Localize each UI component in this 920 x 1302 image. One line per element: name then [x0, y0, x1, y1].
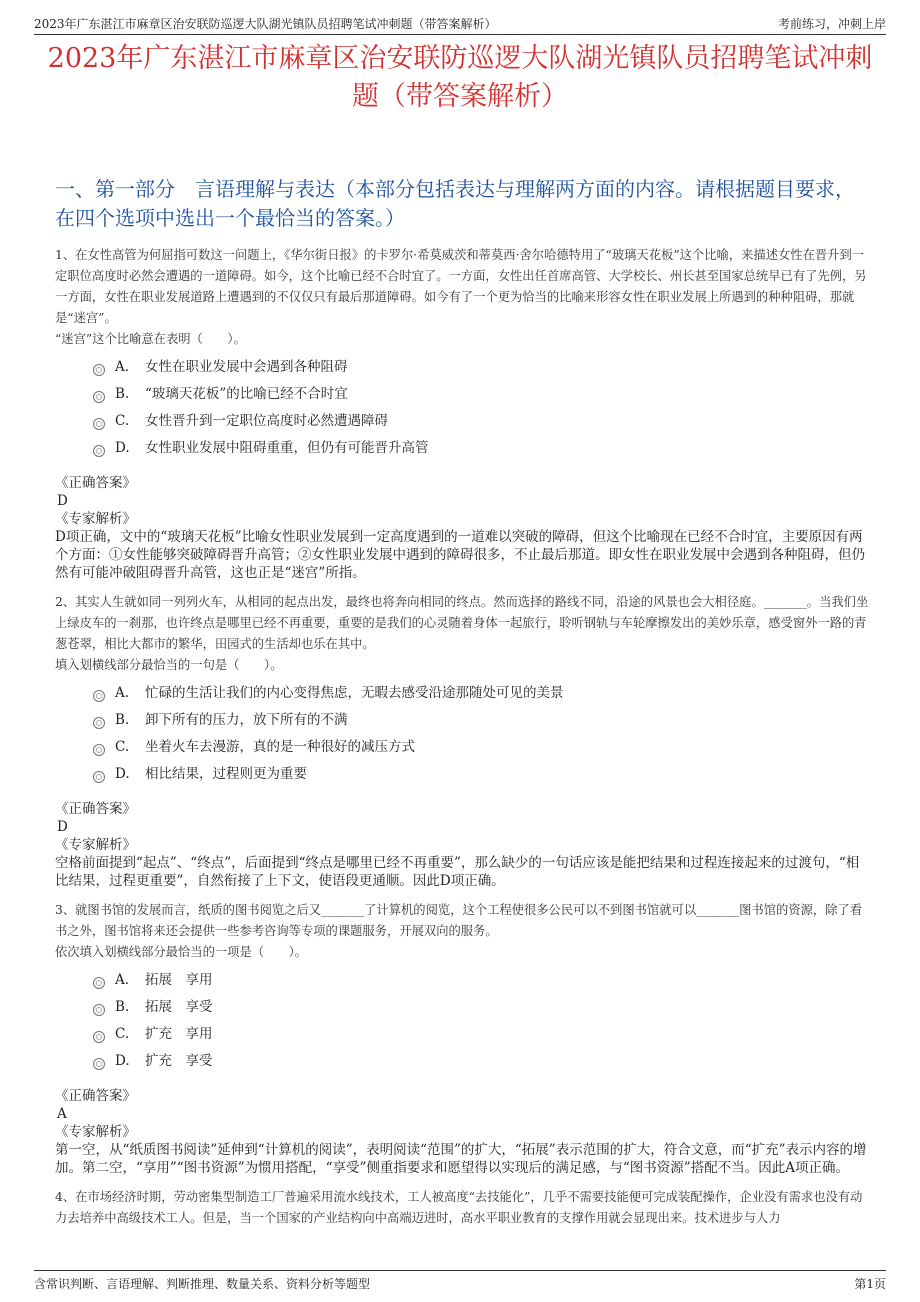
option-text: 女性职业发展中阻碍重重，但仍有可能晋升高管 — [145, 440, 429, 456]
page-number: 第1页 — [854, 1276, 886, 1291]
radio-icon[interactable] — [93, 744, 105, 756]
question-stem: 1、在女性高管为何屈指可数这一问题上，《华尔街日报》的卡罗尔·希莫威茨和蒂莫西·舍尔哈德特用了“玻璃天花板”这个比喻，来描述女性在晋升到一定职位高度时必然会遭遇的一道障碍。如今，这个比喻已经不合时宜了。一方面，女性出任首席高管、大学校长、州长甚至国家总统早已有了先例，另一方面，女性在职业发展道路上遭遇到的不仅仅只有最后那道障碍。如今有了一个更为恰当的比喻来形容女性在职业发展上所遇到的种种阻碍，那就是“迷宫”。 — [55, 248, 867, 325]
radio-icon[interactable] — [93, 1031, 105, 1043]
option-text: 忙碌的生活让我们的内心变得焦虑，无暇去感受沿途那随处可见的美景 — [145, 685, 564, 701]
option-key: C. — [115, 739, 130, 755]
header-slogan: 考前练习，冲刺上岸 — [777, 17, 886, 31]
option-text: 拓展 享用 — [145, 972, 213, 988]
option-list — [93, 354, 870, 462]
option-key: D. — [115, 440, 130, 456]
option-text: 女性晋升到一定职位高度时必然遭遇障碍 — [145, 413, 388, 429]
question-stem: 3、就图书馆的发展而言，纸质的图书阅览之后又_______了计算机的阅览，这个工程使很多公民可以不到图书馆就可以_______图书馆的资源，除了看书之外，图书馆将来还会提供一些参考咨询等专项的课题服务，开展双向的服务。 — [55, 903, 863, 938]
question-stem: 2、其实人生就如同一列列火车，从相同的起点出发，最终也将奔向相同的终点。然而选择的路线不同，沿途的风景也会大相径庭。_______。当我们坐上绿皮车的一刹那，也许终点是哪里已经不再重要，重要的是我们的心灵随着身体一起旅行，聆听钢轨与车轮摩擦发出的美妙乐章，感受窗外一路的青葱苍翠，相比大都市的繁华，田园式的生活却也乐在其中。 — [55, 595, 869, 651]
option-key: D. — [115, 1053, 130, 1069]
question-list — [55, 245, 870, 1229]
question-4-stem: 4、在市场经济时期，劳动密集型制造工厂普遍采用流水线技术，工人被高度“去技能化”，几乎不需要技能便可完成装配操作，企业没有需求也没有动力去培养中高级技术工人。但是，当一个国家的产业结构向中高端迈进时，高水平职业教育的支撑作用就会显现出来。技术进步与人力 — [55, 1190, 863, 1225]
footer-description: 含常识判断、言语理解、判断推理、数量关系、资料分析等题型 — [34, 1276, 371, 1291]
analysis-label: 《专家解析》 — [55, 1124, 136, 1140]
question-prompt: “迷宫”这个比喻意在表明（ ）。 — [55, 332, 246, 346]
option-key: D. — [115, 766, 130, 782]
option-b[interactable] — [93, 994, 870, 1021]
analysis-label: 《专家解析》 — [55, 837, 136, 853]
option-d[interactable] — [93, 761, 870, 788]
radio-icon[interactable] — [93, 771, 105, 783]
radio-icon[interactable] — [93, 1058, 105, 1070]
page-footer — [34, 1270, 886, 1293]
option-text: 扩充 享受 — [145, 1053, 213, 1069]
option-text: 拓展 享受 — [145, 999, 213, 1015]
page-header — [34, 10, 886, 35]
answer-value: D — [57, 819, 68, 835]
section-heading: 一、第一部分 言语理解与表达（本部分包括表达与理解两方面的内容。请根据题目要求，在四个选项中选出一个最恰当的答案。） — [55, 177, 855, 230]
option-b[interactable] — [93, 707, 870, 734]
option-c[interactable] — [93, 1021, 870, 1048]
option-a[interactable] — [93, 354, 870, 381]
answer-label: 《正确答案》 — [55, 801, 136, 817]
radio-icon[interactable] — [93, 690, 105, 702]
radio-icon[interactable] — [93, 445, 105, 457]
option-key: B. — [115, 386, 130, 402]
radio-icon[interactable] — [93, 1004, 105, 1016]
option-key: C. — [115, 413, 130, 429]
option-text: 女性在职业发展中会遇到各种阻碍 — [145, 359, 348, 375]
option-key: B. — [115, 999, 130, 1015]
analysis-text: 第一空，从“纸质图书阅读”延伸到“计算机的阅读”，表明阅读“范围”的扩大，“拓展”表示范围的扩大，符合文意，而“扩充”表示内容的增加。第二空，“享用”“图书资源”为惯用搭配，“享受”侧重指要求和愿望得以实现后的满足感，与“图书资源”搭配不当。因此A项正确。 — [55, 1142, 867, 1176]
option-list — [93, 680, 870, 788]
option-list — [93, 967, 870, 1075]
option-text: 扩充 享用 — [145, 1026, 213, 1042]
radio-icon[interactable] — [93, 364, 105, 376]
radio-icon[interactable] — [93, 717, 105, 729]
option-b[interactable] — [93, 381, 870, 408]
option-a[interactable] — [93, 680, 870, 707]
option-text: “玻璃天花板”的比喻已经不合时宜 — [145, 386, 348, 402]
option-d[interactable] — [93, 1048, 870, 1075]
answer-value: A — [57, 1106, 67, 1122]
option-text: 相比结果，过程则更为重要 — [145, 766, 307, 782]
radio-icon[interactable] — [93, 977, 105, 989]
analysis-text: 空格前面提到“起点”、“终点”，后面提到“终点是哪里已经不再重要”，那么缺少的一句话应该是能把结果和过程连接起来的过渡句，“相比结果，过程更重要”，自然衔接了上下文，使语段更通顺。因此D项正确。 — [55, 855, 860, 889]
answer-block — [55, 474, 870, 582]
page-title: 2023年广东湛江市麻章区治安联防巡逻大队湖光镇队员招聘笔试冲刺题（带答案解析） — [47, 43, 873, 112]
option-key: C. — [115, 1026, 130, 1042]
question-2 — [55, 592, 870, 890]
answer-block — [55, 1087, 870, 1177]
question-1 — [55, 245, 870, 582]
analysis-label: 《专家解析》 — [55, 511, 136, 527]
answer-label: 《正确答案》 — [55, 1088, 136, 1104]
answer-label: 《正确答案》 — [55, 475, 136, 491]
header-doc-title: 2023年广东湛江市麻章区治安联防巡逻大队湖光镇队员招聘笔试冲刺题（带答案解析） — [34, 17, 497, 31]
option-text: 坐着火车去漫游，真的是一种很好的减压方式 — [145, 739, 415, 755]
option-d[interactable] — [93, 435, 870, 462]
answer-block — [55, 800, 870, 890]
radio-icon[interactable] — [93, 391, 105, 403]
option-key: A. — [115, 359, 130, 375]
answer-value: D — [57, 493, 68, 509]
option-key: A. — [115, 972, 130, 988]
option-text: 卸下所有的压力，放下所有的不满 — [145, 712, 348, 728]
radio-icon[interactable] — [93, 418, 105, 430]
option-key: B. — [115, 712, 130, 728]
option-a[interactable] — [93, 967, 870, 994]
question-3 — [55, 900, 870, 1177]
question-prompt: 填入划横线部分最恰当的一句是（ ）。 — [55, 658, 283, 672]
analysis-text: D项正确，文中的“玻璃天花板”比喻女性职业发展到一定高度遇到的一道难以突破的障碍，但这个比喻现在已经不合时宜，主要原因有两个方面：①女性能够突破障碍晋升高管；②女性职业发展中遇到的障碍很多，不止最后那道。即女性在职业发展中会遇到各种阻碍，但仍然有可能冲破阻碍晋升高管，这也正是“迷宫”所指。 — [55, 529, 865, 581]
option-c[interactable] — [93, 408, 870, 435]
option-key: A. — [115, 685, 130, 701]
option-c[interactable] — [93, 734, 870, 761]
question-prompt: 依次填入划横线部分最恰当的一项是（ ）。 — [55, 945, 308, 959]
